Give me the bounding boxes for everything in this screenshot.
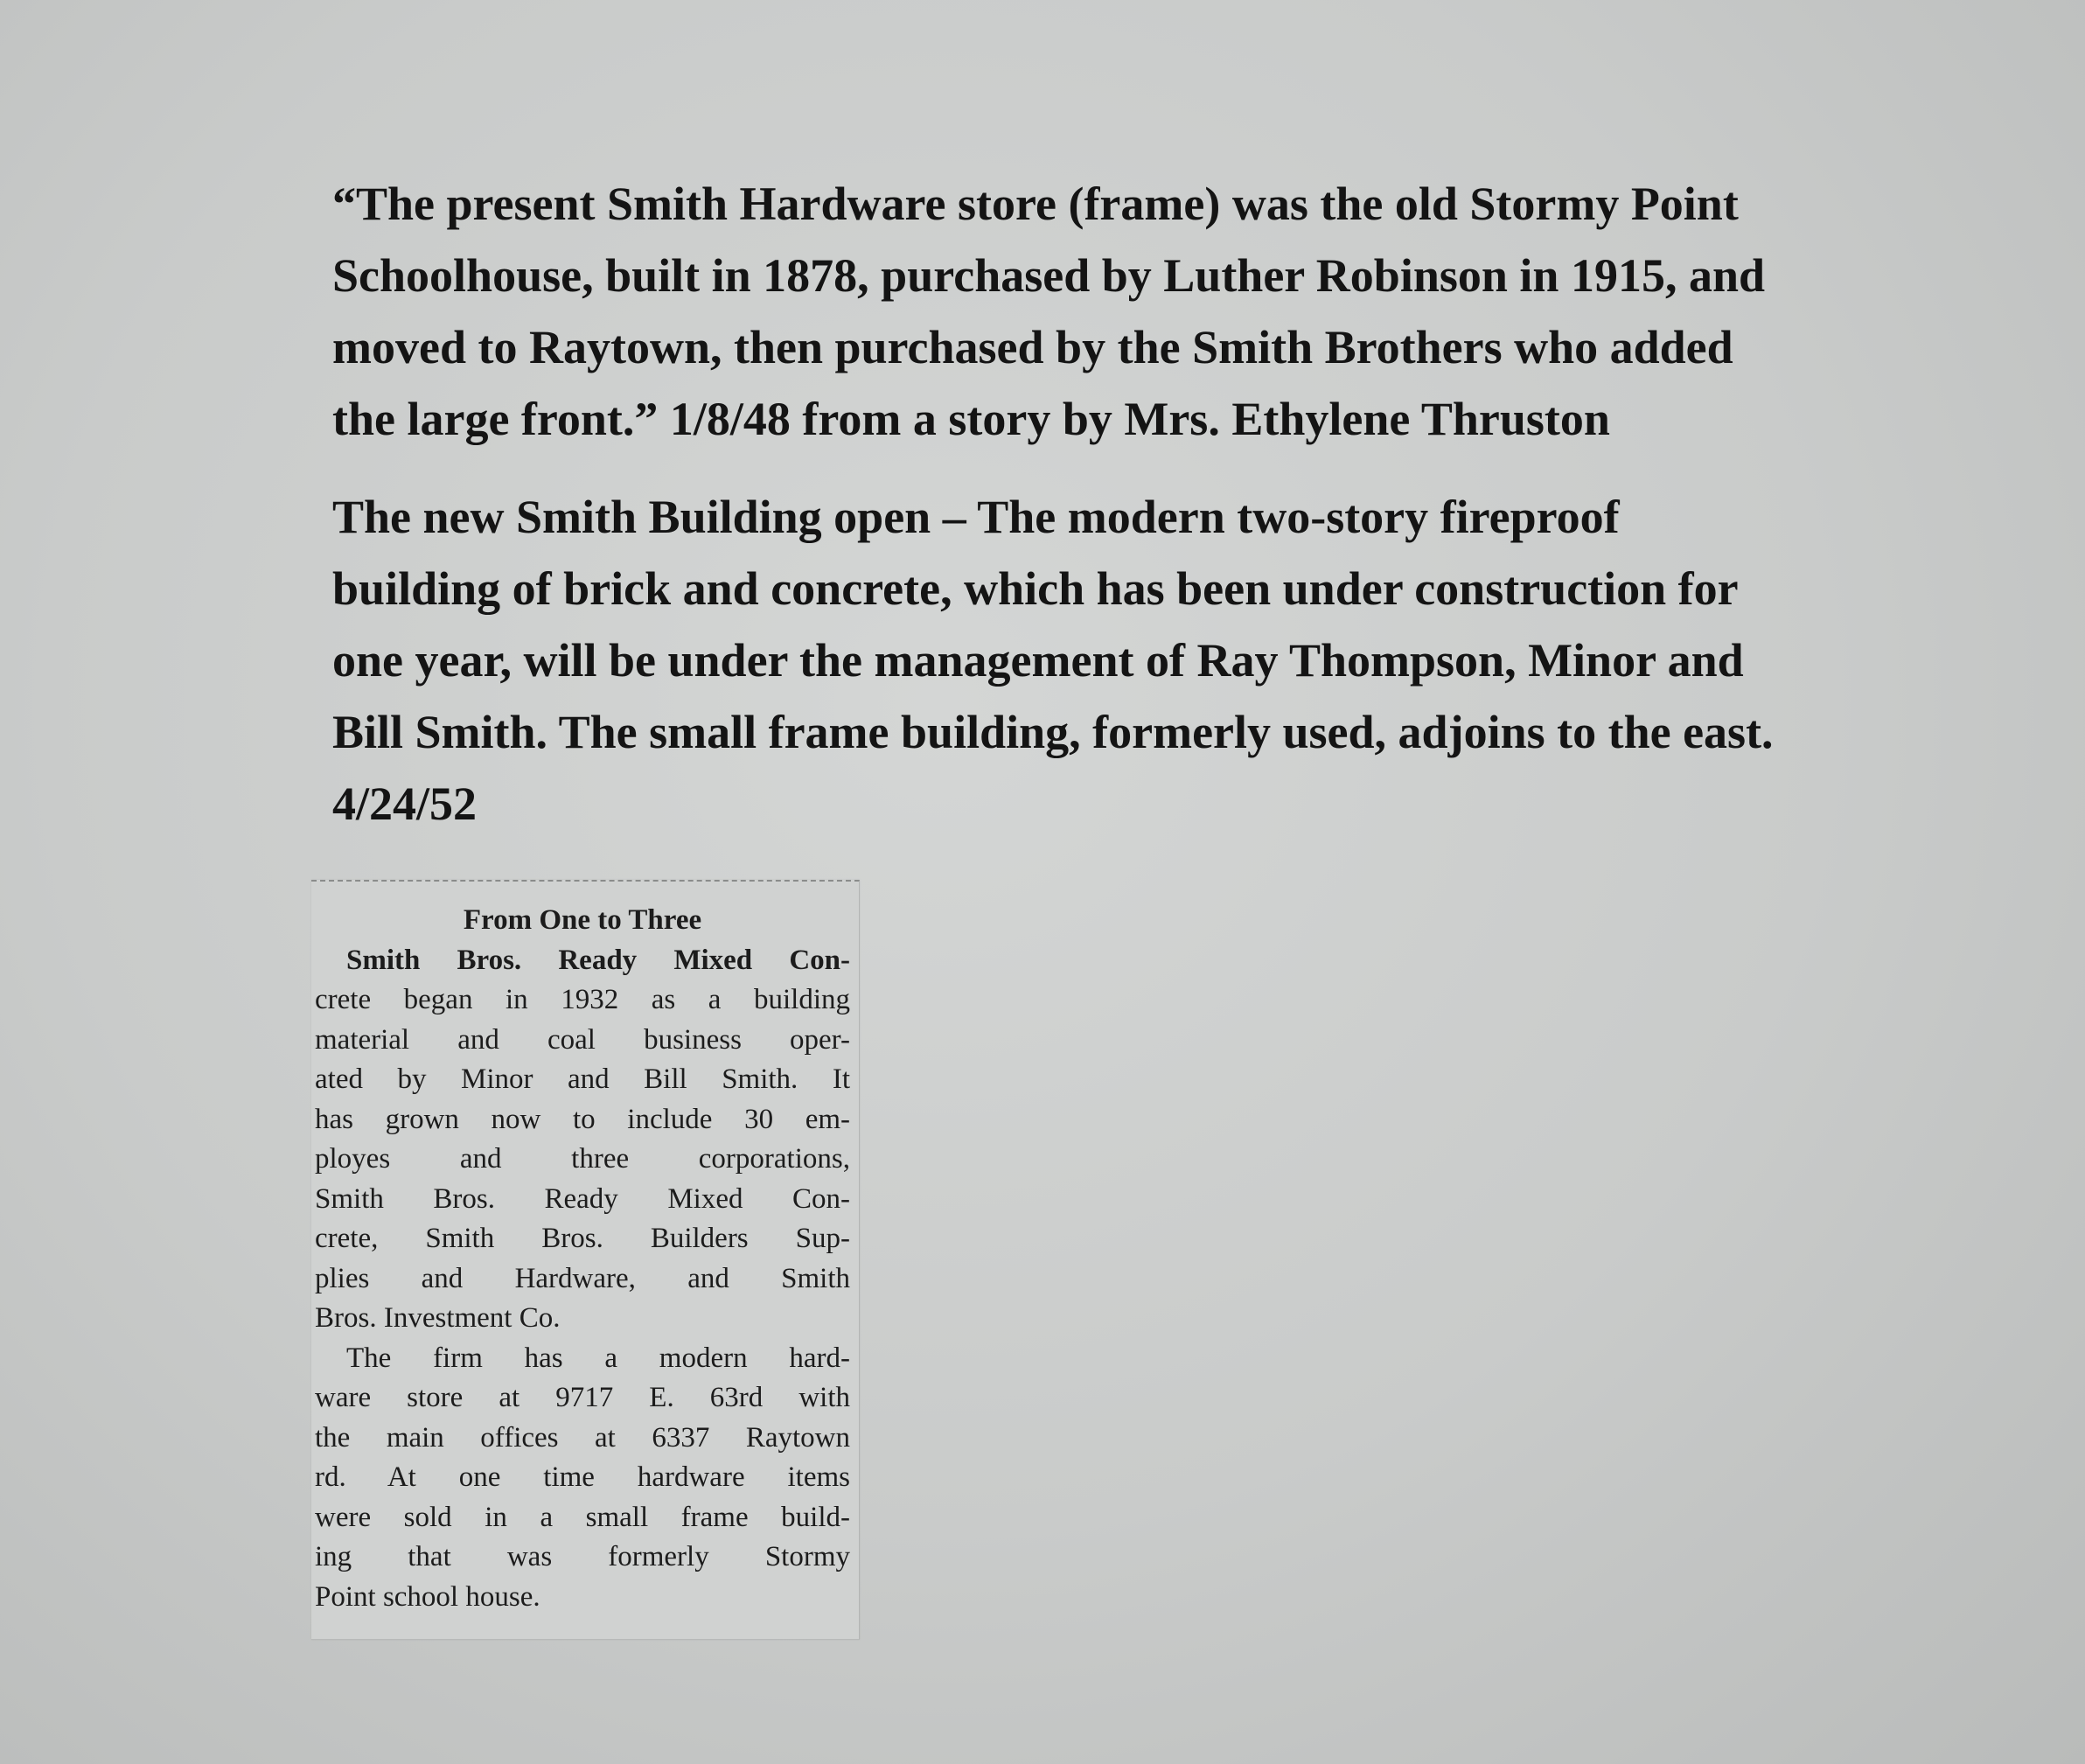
- clipping-line: ware store at 9717 E. 63rd with: [315, 1382, 850, 1413]
- caption-line: the large front.” 1/8/48 from a story by Mrs. Ethylene Thruston: [332, 393, 1610, 445]
- clipping-line: rd. At one time hardware items: [315, 1461, 850, 1493]
- clipping-line: Smith Bros. Ready Mixed Con-: [315, 1182, 850, 1215]
- clipping-line: were sold in a small frame build-: [315, 1501, 850, 1533]
- caption-line: one year, will be under the management of Ray Thompson, Minor and: [332, 634, 1744, 687]
- clipping-line: The firm has a modern hard-: [346, 1342, 850, 1374]
- caption-line: The new Smith Building open – The modern two-story fireproof: [332, 491, 1620, 543]
- clipping-line: the main offices at 6337 Raytown: [315, 1421, 850, 1454]
- caption-line: building of brick and concrete, which has been under construction for: [332, 562, 1739, 615]
- clipping-line: crete began in 1932 as a building: [315, 984, 850, 1015]
- clipping-line: plies and Hardware, and Smith: [315, 1262, 850, 1294]
- clipping-line: Bros. Investment Co.: [315, 1302, 561, 1334]
- caption-line: Bill Smith. The small frame building, formerly used, adjoins to the east.: [332, 706, 1774, 758]
- newspaper-clipping: [311, 880, 860, 1640]
- clipping-headline: From One to Three: [463, 904, 702, 936]
- typed-caption-new-building: [332, 481, 1977, 840]
- caption-line: Schoolhouse, built in 1878, purchased by Luther Robinson in 1915, and: [332, 249, 1766, 302]
- clipping-line: ated by Minor and Bill Smith. It: [315, 1063, 850, 1095]
- clipping-line: ployes and three corporations,: [315, 1143, 850, 1175]
- clipping-text: [315, 901, 850, 1617]
- caption-line: moved to Raytown, then purchased by the Smith Brothers who added: [332, 321, 1733, 373]
- caption-line: “The present Smith Hardware store (frame) was the old Stormy Point: [332, 178, 1739, 230]
- clipping-line: material and coal business oper-: [315, 1023, 850, 1056]
- clipping-line: crete, Smith Bros. Builders Sup-: [315, 1223, 850, 1254]
- clipping-line: Point school house.: [315, 1580, 540, 1613]
- clipping-line: has grown now to include 30 em-: [315, 1103, 850, 1135]
- clipping-line: ing that was formerly Stormy: [315, 1541, 850, 1572]
- clipping-lead: Smith Bros. Ready Mixed Con-: [346, 944, 850, 976]
- typed-caption-hardware-store: [332, 168, 1977, 455]
- caption-date: 4/24/52: [332, 777, 478, 830]
